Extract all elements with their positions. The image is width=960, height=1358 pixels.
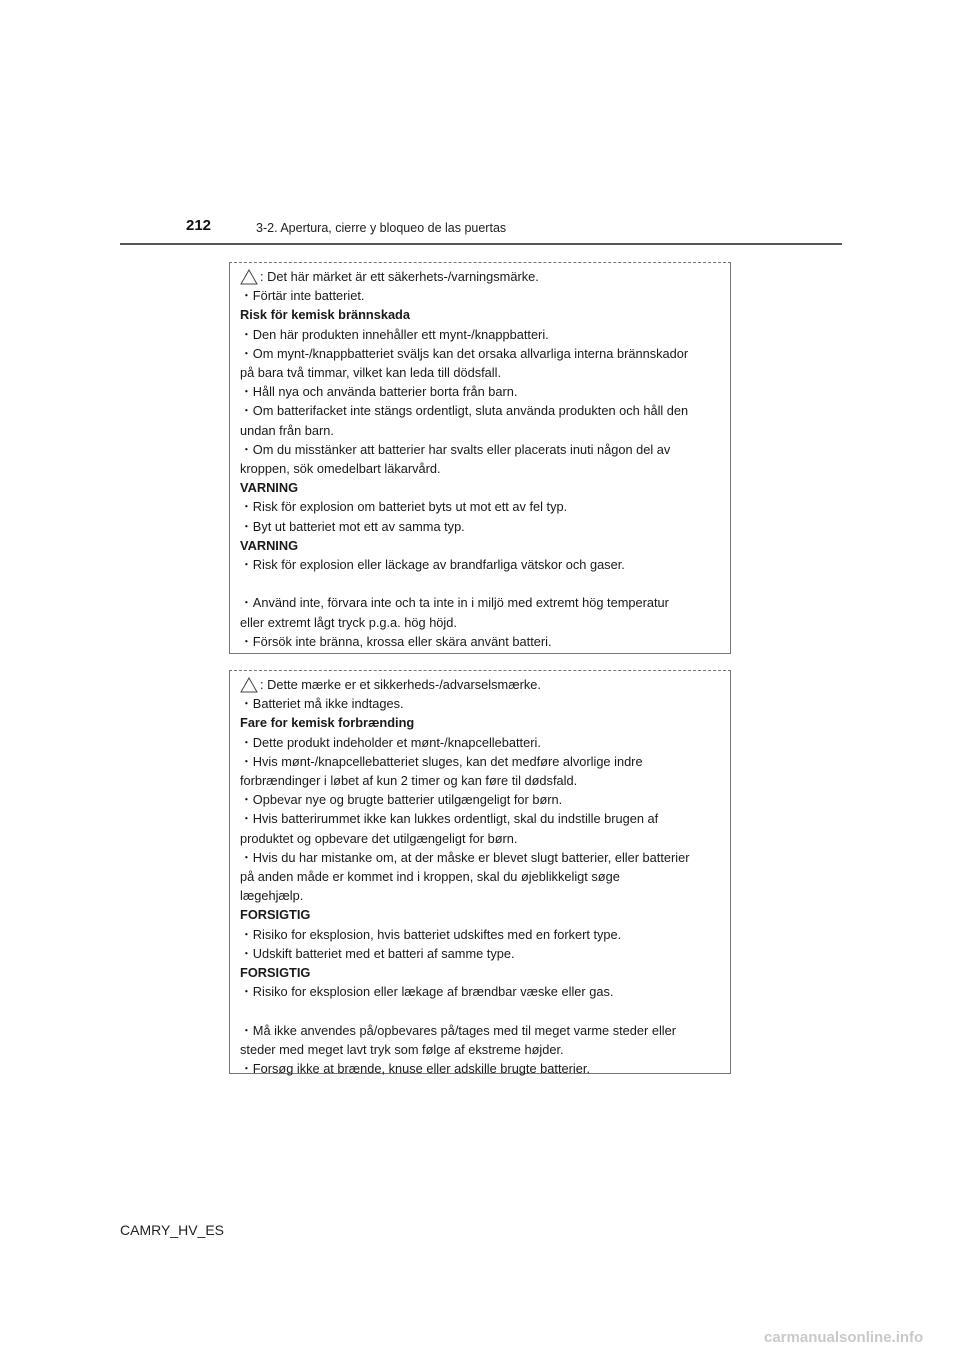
- warning-line: undan från barn.: [240, 422, 334, 438]
- warning-line: på bara två timmar, vilket kan leda till dödsfall.: [240, 365, 502, 381]
- warning-box-swedish: [229, 262, 731, 654]
- warning-line: ・Om du misstänker att batterier har svalts eller placerats inuti någon del av: [240, 441, 671, 457]
- warning-line: ・Den här produkten innehåller ett mynt-/knappbatteri.: [240, 326, 549, 342]
- warning-heading: Fare for kemisk forbrænding: [240, 715, 415, 731]
- warning-line: ・Använd inte, förvara inte och ta inte in i miljö med extremt hög temperatur: [240, 595, 669, 611]
- warning-line: ・Förtär inte batteriet.: [240, 288, 365, 304]
- warning-line: produktet og opbevare det utilgængeligt for børn.: [240, 830, 518, 846]
- warning-symbol-text: : Dette mærke er et sikkerheds-/advarselsmærke.: [260, 677, 541, 692]
- warning-line: ・Om batterifacket inte stängs ordentligt, sluta använda produkten och håll den: [240, 403, 689, 419]
- warning-line: ・Batteriet må ikke indtages.: [240, 696, 404, 712]
- model-code: CAMRY_HV_ES: [120, 1222, 225, 1238]
- warning-symbol-line: [240, 675, 720, 694]
- warning-heading: Risk för kemisk brännskada: [240, 307, 410, 323]
- warning-heading: FORSIGTIG: [240, 907, 311, 923]
- warning-line: ・Udskift batteriet med et batteri af samme type.: [240, 945, 515, 961]
- warning-box-danish: [229, 670, 731, 1077]
- warning-line: ・Må ikke anvendes på/opbevares på/tages med til meget varme steder eller: [240, 1022, 677, 1038]
- warning-line: ・Opbevar nye og brugte batterier utilgængeligt for børn.: [240, 792, 563, 808]
- warning-line: ・Byt ut batteriet mot ett av samma typ.: [240, 518, 465, 534]
- warning-line: eller extremt lågt tryck p.g.a. hög höjd.: [240, 614, 457, 630]
- warning-line: ・Om mynt-/knappbatteriet sväljs kan det orsaka allvarliga interna brännskador: [240, 345, 689, 361]
- header-divider: [120, 243, 842, 245]
- warning-text-lines: [240, 694, 720, 1078]
- blank-line: [240, 574, 720, 593]
- warning-line: ・Forsøg ikke at brænde, knuse eller adskille brugte batterier.: [240, 1061, 590, 1077]
- warning-line: ・Hvis mønt-/knapcellebatteriet sluges, kan det medføre alvorlige indre: [240, 753, 643, 769]
- watermark: carmanualsonline.info: [764, 1329, 924, 1346]
- warning-line: ・Hvis du har mistanke om, at der måske er blevet slugt batterier, eller batterier: [240, 849, 690, 865]
- warning-line: ・Risk för explosion om batteriet byts ut mot ett av fel typ.: [240, 499, 568, 515]
- warning-line: steder med meget lavt tryk som følge af ekstreme højder.: [240, 1041, 564, 1057]
- warning-line: på anden måde er kommet ind i kroppen, skal du øjeblikkeligt søge: [240, 869, 620, 885]
- warning-line: ・Risk för explosion eller läckage av brandfarliga vätskor och gaser.: [240, 557, 625, 573]
- warning-heading: VARNING: [240, 480, 299, 496]
- warning-triangle-icon: [240, 677, 258, 693]
- section-title: 3-2. Apertura, cierre y bloqueo de las puertas: [256, 221, 507, 235]
- warning-line: ・Hvis batterirummet ikke kan lukkes ordentligt, skal du indstille brugen af: [240, 811, 659, 827]
- blank-line: [240, 1001, 720, 1020]
- warning-line: ・Försök inte bränna, krossa eller skära använt batteri.: [240, 633, 552, 649]
- warning-line: ・Dette produkt indeholder et mønt-/knapcellebatteri.: [240, 734, 541, 750]
- warning-heading: FORSIGTIG: [240, 965, 311, 981]
- warning-line: ・Håll nya och använda batterier borta från barn.: [240, 384, 518, 400]
- warning-symbol-line: [240, 267, 720, 286]
- warning-triangle-icon: [240, 269, 258, 285]
- warning-line: forbrændinger i løbet af kun 2 timer og kan føre til dødsfald.: [240, 773, 578, 789]
- warning-line: ・Risiko for eksplosion eller lækage af brændbar væske eller gas.: [240, 984, 614, 1000]
- page-number: 212: [186, 217, 212, 234]
- warning-text-lines: [240, 286, 720, 651]
- warning-heading: VARNING: [240, 537, 299, 553]
- warning-line: kroppen, sök omedelbart läkarvård.: [240, 461, 441, 477]
- warning-line: ・Risiko for eksplosion, hvis batteriet udskiftes med en forkert type.: [240, 926, 622, 942]
- warning-line: lægehjælp.: [240, 888, 304, 904]
- warning-symbol-text: : Det här märket är ett säkerhets-/varningsmärke.: [260, 269, 539, 284]
